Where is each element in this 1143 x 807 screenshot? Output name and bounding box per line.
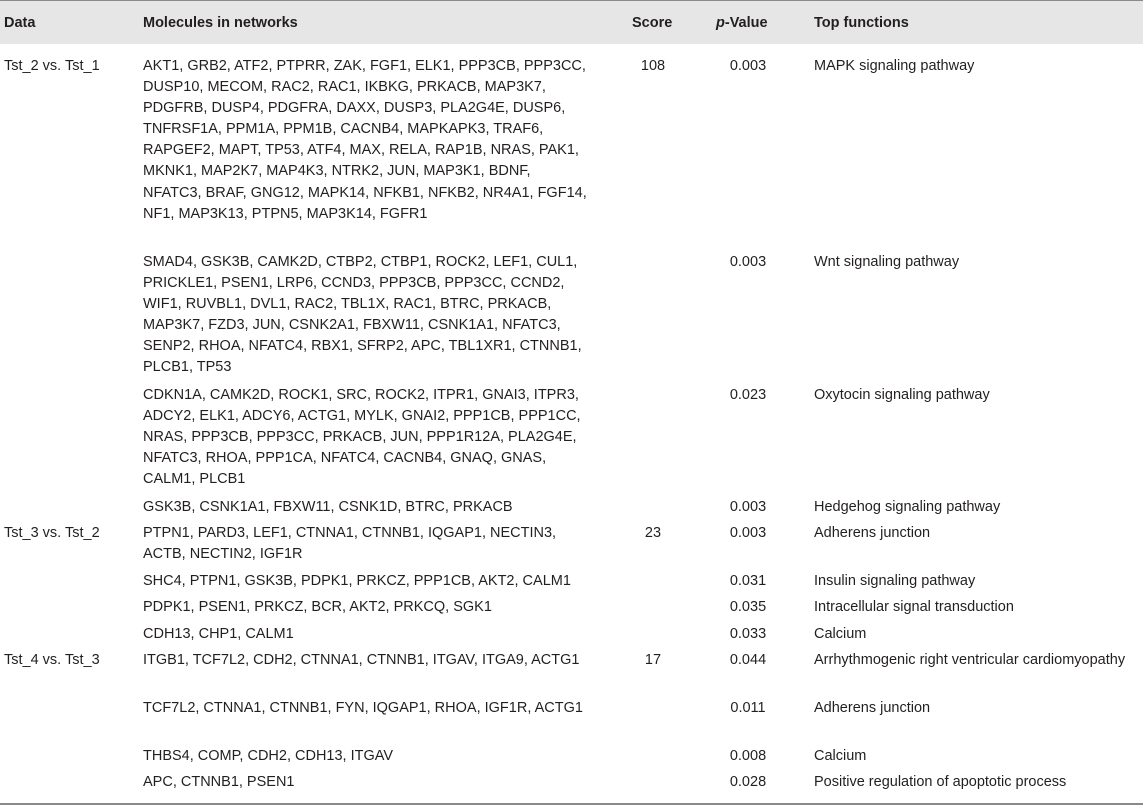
cell-molecules: PTPN1, PARD3, LEF1, CTNNA1, CTNNB1, IQGAP1, NECTIN3, ACTB, NECTIN2, IGF1R [143,525,557,563]
cell-function: Hedgehog signaling pathway [814,499,1001,515]
cell-score: 108 [640,58,666,74]
cell-function: Insulin signaling pathway [814,573,976,589]
cell-molecules: SMAD4, GSK3B, CAMK2D, CTBP2, CTBP1, ROCK2, LEF1, CUL1, PRICKLE1, PSEN1, LRP6, CCND3, PPP3CB, PPP3CC, CCND2, WIF1, RUVBL1, DVL1, RAC2, TBL1X, RAC1, BTRC, PRKACB, MAP3K7, FZD3, JUN, CSNK2A1, FBXW11, CSNK1A1, NFATC3, SENP2, RHOA, NFATC4, RBX1, SFRP2, APC, TBL1XR1, CTNNB1, PLCB1, TP53 [143,254,582,376]
cell-data: Tst_2 vs. Tst_1 [4,58,100,74]
cell-function: Calcium [814,626,867,642]
cell-function: Positive regulation of apoptotic process [814,774,1067,790]
cell-function: Adherens junction [814,700,931,716]
cell-pvalue: 0.008 [729,748,767,764]
cell-pvalue: 0.035 [729,599,767,615]
cell-data: Tst_3 vs. Tst_2 [4,525,100,541]
cell-pvalue: 0.028 [729,774,767,790]
cell-molecules: PDPK1, PSEN1, PRKCZ, BCR, AKT2, PRKCQ, SGK1 [143,599,492,615]
header-molecules: Molecules in networks [143,15,298,31]
cell-molecules: APC, CTNNB1, PSEN1 [143,774,295,790]
cell-pvalue: 0.044 [729,652,767,668]
cell-molecules: ITGB1, TCF7L2, CDH2, CTNNA1, CTNNB1, ITGAV, ITGA9, ACTG1 [143,652,580,668]
cell-function: MAPK signaling pathway [814,58,975,74]
cell-molecules: CDKN1A, CAMK2D, ROCK1, SRC, ROCK2, ITPR1, GNAI3, ITPR3, ADCY2, ELK1, ADCY6, ACTG1, MYLK, GNAI2, PPP1CB, PPP1CC, NRAS, PPP3CB, PPP3CC, PRKACB, JUN, PPP1R12A, PLA2G4E, NFATC3, RHOA, PPP1CA, NFATC4, CACNB4, GNAQ, GNAS, CALM1, PLCB1 [143,387,581,488]
header-pvalue [716,15,768,31]
header-data: Data [4,15,36,31]
cell-pvalue: 0.003 [729,254,767,270]
cell-molecules: SHC4, PTPN1, GSK3B, PDPK1, PRKCZ, PPP1CB, AKT2, CALM1 [143,573,571,589]
cell-pvalue: 0.011 [730,700,766,716]
header-functions: Top functions [814,15,909,31]
cell-molecules: CDH13, CHP1, CALM1 [143,626,294,642]
cell-function: Wnt signaling pathway [814,254,960,270]
cell-function: Arrhythmogenic right ventricular cardiomyopathy [814,652,1126,668]
header-pvalue-rest: -Value [724,15,768,31]
cell-pvalue: 0.031 [729,573,767,589]
cell-data: Tst_4 vs. Tst_3 [4,652,100,668]
cell-function: Calcium [814,748,867,764]
cell-pvalue: 0.033 [729,626,767,642]
cell-pvalue: 0.003 [729,525,767,541]
cell-function: Intracellular signal transduction [814,599,1014,615]
header-score: Score [632,15,673,31]
cell-molecules: THBS4, COMP, CDH2, CDH13, ITGAV [143,748,394,764]
header-pvalue-p: p [716,15,725,31]
cell-pvalue: 0.003 [729,58,767,74]
table-bottom-rule [0,803,1143,805]
cell-molecules: GSK3B, CSNK1A1, FBXW11, CSNK1D, BTRC, PRKACB [143,499,513,515]
cell-function: Adherens junction [814,525,931,541]
cell-function: Oxytocin signaling pathway [814,387,990,403]
cell-score: 17 [644,652,662,668]
cell-pvalue: 0.023 [729,387,767,403]
table-header [0,0,1143,44]
cell-molecules: TCF7L2, CTNNA1, CTNNB1, FYN, IQGAP1, RHOA, IGF1R, ACTG1 [143,700,583,716]
cell-pvalue: 0.003 [729,499,767,515]
cell-score: 23 [644,525,662,541]
cell-molecules: AKT1, GRB2, ATF2, PTPRR, ZAK, FGF1, ELK1, PPP3CB, PPP3CC, DUSP10, MECOM, RAC2, RAC1, IKBKG, PRKACB, MAP3K7, PDGFRB, DUSP4, PDGFRA, DAXX, DUSP3, PLA2G4E, DUSP6, TNFRSF1A, PPM1A, PPM1B, CACNB4, MAPKAPK3, TRAF6, RAPGEF2, MAPT, TP53, ATF4, MAX, RELA, RAP1B, NRAS, PAK1, MKNK1, MAP2K7, MAP4K3, NTRK2, JUN, MAP3K1, BDNF, NFATC3, BRAF, GNG12, MAPK14, NFKB1, NFKB2, NR4A1, FGF14, NF1, MAP3K13, PTPN5, MAP3K14, FGFR1 [143,58,587,222]
